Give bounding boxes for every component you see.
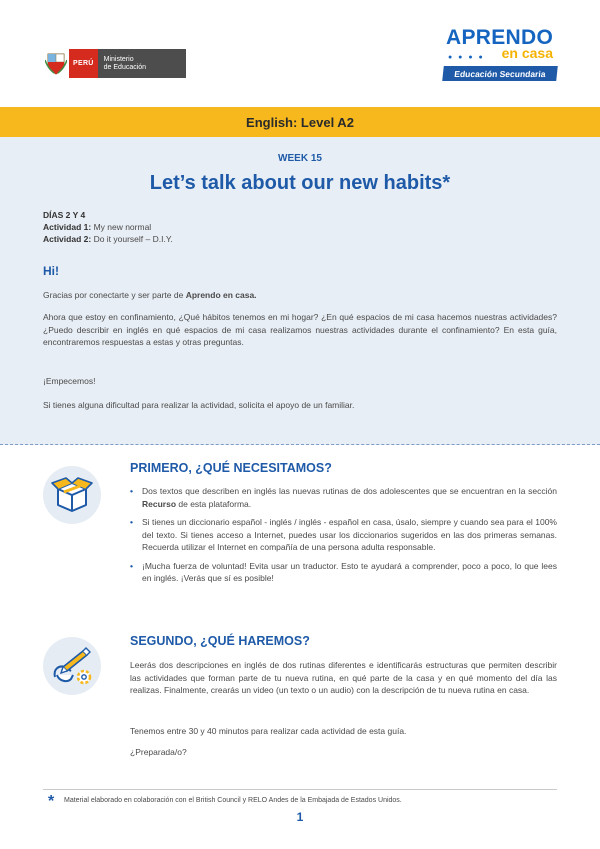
week-label: WEEK 15 [278, 153, 322, 164]
brand-sub: en casa [501, 45, 553, 61]
ministry-logo [43, 49, 186, 78]
intro-paragraph-1: Ahora que estoy en confinamiento, ¿Qué hábitos tenemos en mi hogar? ¿En qué espacios de mi casa hacemos nuestras actividades? ¿Puedo describir en inglés en qué espacios de mi casa realizamos nuestras actividades durante el confinamiento? En esta guía, encontraremos respuestas a estas y otras preguntas. [43, 312, 557, 347]
level-bar: English: Level A2 [0, 107, 600, 137]
activity1-text: My new normal [93, 222, 152, 232]
greeting: Hi! [43, 264, 59, 278]
section1-title: PRIMERO, ¿QUÉ NECESITAMOS? [130, 461, 332, 475]
page-title: Let’s talk about our new habits* [149, 172, 451, 194]
thanks-paragraph [43, 289, 557, 302]
intro-section [0, 137, 600, 445]
brand-dots-icon: ● ● ● ● [448, 54, 485, 61]
page-number: 1 [296, 810, 304, 824]
list-item [130, 485, 557, 510]
footer-divider [43, 789, 557, 790]
thanks-text: Gracias por conectarte y ser parte de [43, 290, 186, 300]
activities-block [43, 209, 173, 245]
bullet1-text-b: de esta plataforma. [176, 498, 252, 509]
list-item: • ¡Mucha fuerza de voluntad! Evita usar un traductor. Esto te ayudará a comprender, poco a poco, lo que lees en inglés. ¡Verás que sí es posible! [130, 560, 557, 585]
activity2-text: Do it yourself – D.I.Y. [93, 234, 173, 244]
bullet1-text-a: Dos textos que describen en inglés las nuevas rutinas de dos adolescentes que se encuentran en la sección [142, 486, 557, 496]
ministry-label: Ministerio de Educación [98, 49, 186, 78]
section2-paragraph-3: ¿Preparada/o? [130, 747, 187, 757]
pencil-gear-icon [43, 637, 101, 695]
page-header [0, 0, 600, 106]
days-label: DÍAS 2 Y 4 [43, 210, 86, 220]
list-item: • Si tienes un diccionario español - inglés / inglés - español en casa, úsalo, siempre y cuando sea para el 100% del texto. Si tienes acceso a Internet, puedes usar los diccionarios sugeridos en las dos primeras semanas. Recuerda utilizar el Internet en compañía de una persona adulta responsable. [130, 516, 557, 554]
section2-paragraph-1: Leerás dos descripciones en inglés de dos rutinas diferentes e identificarás estructuras que permiten describir las actividades que forman parte de tu nueva rutina, en qué parte de la casa y en qué momento del día las realizas. Finalmente, crearás un video (un texto o un audio) con la descripción de tu nueva rutina en casa. [130, 660, 557, 695]
intro-paragraph-2: ¡Empecemos! [43, 376, 96, 386]
thanks-bold: Aprendo en casa. [185, 290, 257, 300]
box-icon [43, 466, 101, 524]
activity1-label: Actividad 1: [43, 222, 92, 232]
intro-paragraph-3: Si tienes alguna dificultad para realizar la actividad, solicita el apoyo de un familiar. [43, 400, 355, 410]
brand-name: APRENDO [446, 26, 554, 49]
footnote-text: Material elaborado en colaboración con el British Council y RELO Andes de la Embajada de Estados Unidos. [64, 797, 402, 804]
section2-paragraph-2: Tenemos entre 30 y 40 minutos para realizar cada actividad de esta guía. [130, 726, 407, 736]
section2-title: SEGUNDO, ¿QUÉ HAREMOS? [130, 634, 310, 648]
section1-list [130, 485, 557, 591]
activity2-label: Actividad 2: [43, 234, 92, 244]
footnote-asterisk: * [48, 793, 55, 810]
peru-label: PERÚ [69, 49, 98, 78]
coat-of-arms-icon [43, 49, 69, 78]
aprendo-en-casa-logo [443, 26, 557, 84]
bullet1-bold: Recurso [142, 498, 177, 509]
brand-band: Educación Secundaria [442, 66, 558, 81]
